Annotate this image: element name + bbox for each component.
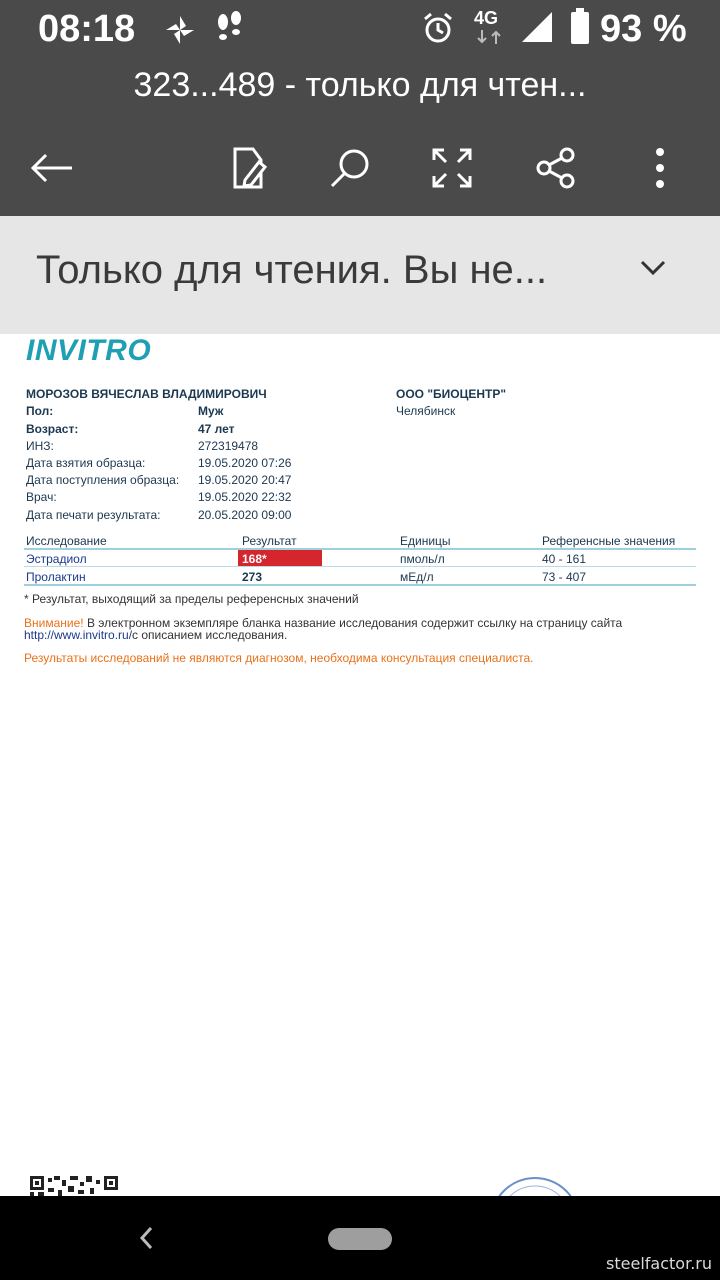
chevron-left-icon bbox=[138, 1226, 154, 1250]
title-bar bbox=[0, 60, 720, 120]
fullscreen-button[interactable] bbox=[424, 140, 480, 196]
field-value: 19.05.2020 22:32 bbox=[198, 490, 292, 504]
field-value: 272319478 bbox=[198, 439, 259, 453]
qr-code bbox=[30, 1176, 122, 1196]
nav-back-button[interactable] bbox=[138, 1226, 162, 1252]
document-title: 323...489 - только для чтен... bbox=[133, 66, 587, 104]
table-cell-units: пмоль/л bbox=[400, 552, 445, 566]
table-cell-test[interactable]: Пролактин bbox=[26, 570, 86, 584]
table-cell-result: 168* bbox=[242, 552, 267, 566]
disclaimer: Результаты исследований не являются диагнозом, необходима консультация специалиста. bbox=[24, 651, 534, 665]
table-cell-test[interactable]: Эстрадиол bbox=[26, 552, 87, 566]
warning-text: В электронном экземпляре бланка название исследования содержит ссылку на страницу сайта bbox=[83, 616, 623, 630]
battery-icon bbox=[570, 8, 590, 49]
toolbar bbox=[0, 120, 720, 216]
invitro-logo: INVITRO bbox=[26, 334, 152, 367]
expand-banner-button[interactable] bbox=[640, 260, 680, 290]
alarm-icon bbox=[420, 10, 456, 51]
document-page bbox=[0, 334, 720, 1196]
table-header-reference: Референсные значения bbox=[542, 534, 676, 548]
table-cell-reference: 73 - 407 bbox=[542, 570, 587, 584]
field-label: Дата взятия образца: bbox=[26, 456, 146, 470]
footnote: * Результат, выходящий за пределы референсных значений bbox=[24, 592, 359, 606]
field-value: 19.05.2020 07:26 bbox=[198, 456, 292, 470]
expand-icon bbox=[432, 148, 472, 188]
search-button[interactable] bbox=[322, 140, 378, 196]
read-only-banner[interactable] bbox=[0, 216, 720, 334]
network-4g-label: 4G bbox=[474, 8, 499, 28]
search-icon bbox=[329, 147, 371, 189]
share-button[interactable] bbox=[528, 140, 584, 196]
table-cell-units: мЕд/л bbox=[400, 570, 434, 584]
watermark: steelfactor.ru bbox=[606, 1254, 712, 1273]
organization-name: ООО "БИОЦЕНТР" bbox=[396, 387, 507, 401]
warning-text-2: с описанием исследования. bbox=[132, 628, 288, 642]
patient-name: МОРОЗОВ ВЯЧЕСЛАВ ВЛАДИМИРОВИЧ bbox=[26, 387, 267, 401]
field-value: 20.05.2020 09:00 bbox=[198, 508, 292, 522]
data-arrows-icon bbox=[474, 30, 504, 49]
stamp-seal bbox=[488, 1174, 582, 1196]
status-time: 08:18 bbox=[38, 8, 136, 50]
field-label: Пол: bbox=[26, 404, 54, 418]
table-divider bbox=[24, 548, 696, 550]
table-cell-reference: 40 - 161 bbox=[542, 552, 587, 566]
share-icon bbox=[535, 147, 577, 189]
back-arrow-icon bbox=[30, 153, 74, 183]
signal-icon bbox=[520, 10, 554, 49]
warning-paragraph-line2 bbox=[24, 628, 287, 642]
more-options-button[interactable] bbox=[632, 140, 688, 196]
organization-city: Челябинск bbox=[396, 404, 456, 418]
table-divider bbox=[24, 566, 696, 567]
back-button[interactable] bbox=[24, 140, 80, 196]
field-label: Дата поступления образца: bbox=[26, 473, 180, 487]
chevron-down-icon bbox=[640, 260, 666, 276]
more-vertical-icon bbox=[654, 148, 666, 188]
invitro-link[interactable]: http://www.invitro.ru/ bbox=[24, 628, 133, 642]
table-divider bbox=[24, 584, 696, 586]
edit-document-icon bbox=[227, 146, 269, 190]
table-header-result: Результат bbox=[242, 534, 297, 548]
status-bar bbox=[0, 0, 720, 60]
field-value: 19.05.2020 20:47 bbox=[198, 473, 292, 487]
home-pill-button[interactable] bbox=[328, 1228, 392, 1250]
field-label: Возраст: bbox=[26, 422, 79, 436]
field-value: Муж bbox=[198, 404, 224, 418]
field-value: 47 лет bbox=[198, 422, 235, 436]
field-label: ИНЗ: bbox=[26, 439, 54, 453]
table-header-test: Исследование bbox=[26, 534, 107, 548]
footsteps-icon bbox=[214, 10, 246, 51]
table-header-units: Единицы bbox=[400, 534, 451, 548]
battery-percent: 93 % bbox=[600, 8, 687, 50]
edit-button[interactable] bbox=[220, 140, 276, 196]
warning-label: Внимание! bbox=[24, 616, 84, 630]
table-cell-result: 273 bbox=[242, 570, 263, 584]
field-label: Врач: bbox=[26, 490, 57, 504]
field-label: Дата печати результата: bbox=[26, 508, 161, 522]
read-only-message: Только для чтения. Вы не... bbox=[36, 248, 548, 292]
pinwheel-icon bbox=[162, 12, 198, 53]
